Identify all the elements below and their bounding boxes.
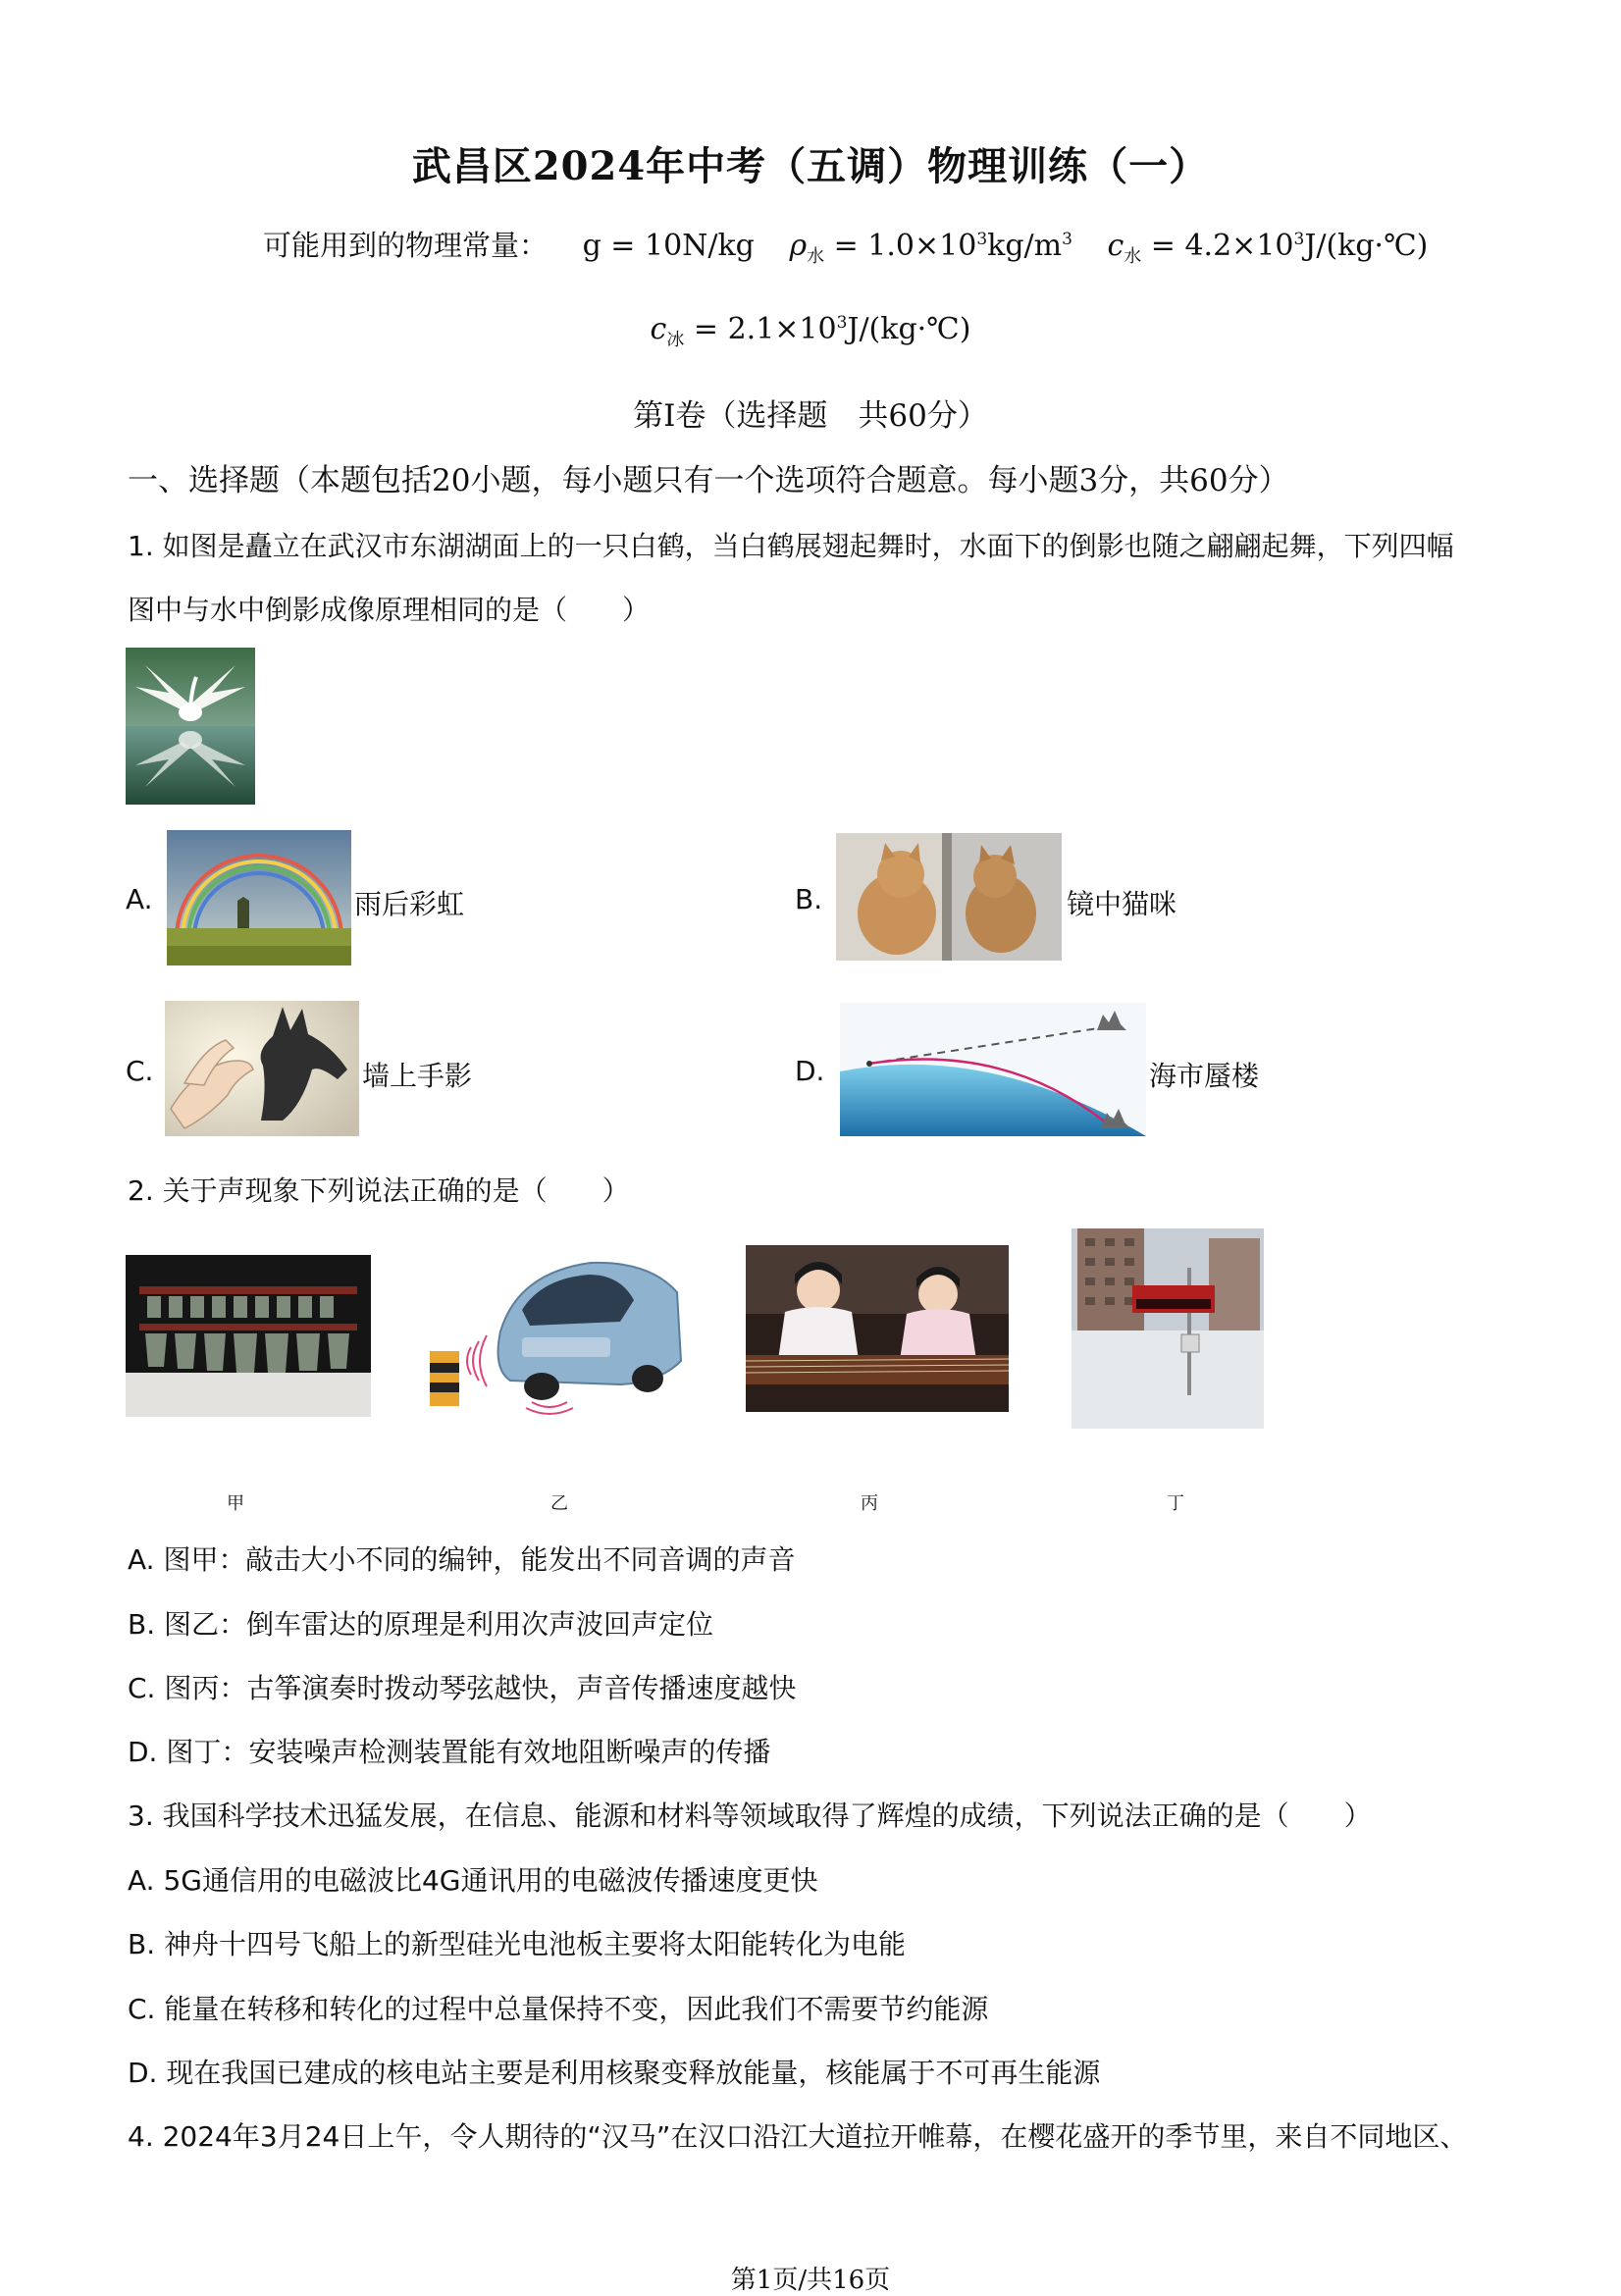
part-heading: 一、选择题（本题包括20小题，每小题只有一个选项符合题意。每小题3分，共60分）	[128, 463, 1289, 498]
q1-stem-line1: 1. 如图是矗立在武汉市东湖湖面上的一只白鹤，当白鹤展翅起舞时，水面下的倒影也随之翩翩起舞，下列四幅	[128, 530, 1454, 562]
physical-constants	[263, 224, 1428, 268]
bianzhong-photo	[126, 1255, 371, 1417]
page-footer: 第1页/共16页	[730, 2266, 891, 2295]
q1-option-d-letter: D.	[795, 1055, 825, 1087]
q1-option-c-text: 墙上手影	[362, 1060, 473, 1092]
constants-lead: 可能用到的物理常量：	[263, 229, 549, 262]
q3-option-b: B. 神舟十四号飞船上的新型硅光电池板主要将太阳能转化为电能	[128, 1928, 907, 1960]
rainbow-photo	[167, 830, 351, 965]
crane-reflection-photo	[126, 648, 255, 805]
q1-stem-line2: 图中与水中倒影成像原理相同的是（ ）	[128, 594, 651, 626]
mirage-diagram	[840, 1003, 1146, 1136]
q3-stem: 3. 我国科学技术迅猛发展，在信息、能源和材料等领域取得了辉煌的成绩，下列说法正确的是（ ）	[128, 1800, 1372, 1832]
caption-bing: 丙	[861, 1493, 878, 1514]
section-title: 第Ⅰ卷（选择题 共60分）	[633, 398, 988, 434]
caption-jia: 甲	[227, 1493, 244, 1514]
q3-option-c: C. 能量在转移和转化的过程中总量保持不变，因此我们不需要节约能源	[128, 1993, 989, 2025]
q2-stem: 2. 关于声现象下列说法正确的是（ ）	[128, 1174, 630, 1207]
constant-c-water: $c_水$ = $4.2\times 10^3J/(kg\cdot℃)$	[1107, 229, 1429, 267]
guzheng-photo	[746, 1245, 1009, 1412]
caption-yi: 乙	[550, 1493, 568, 1514]
q1-option-d-text: 海市蜃楼	[1149, 1060, 1260, 1092]
constant-c-ice: $c_冰$ = $2.1\times 10^3J/(kg\cdot℃)$	[650, 312, 971, 350]
constant-rho-water: $\rho_水 = 1.0\times 10^3kg/m^3$	[789, 229, 1072, 267]
q1-option-a-text: 雨后彩虹	[354, 888, 465, 920]
caption-ding: 丁	[1167, 1493, 1184, 1514]
reversing-radar-car	[424, 1253, 687, 1418]
q2-option-a: A. 图甲：敲击大小不同的编钟，能发出不同音调的声音	[128, 1543, 796, 1576]
q2-option-d: D. 图丁：安装噪声检测装置能有效地阻断噪声的传播	[128, 1736, 771, 1768]
q2-option-b: B. 图乙：倒车雷达的原理是利用次声波回声定位	[128, 1608, 714, 1641]
exam-title: 武昌区2024年中考（五调）物理训练（一）	[411, 143, 1210, 189]
q1-option-b-letter: B.	[795, 883, 823, 915]
constant-g: g = 10N/kg	[582, 229, 755, 263]
q1-option-c-letter: C.	[126, 1055, 154, 1087]
q4-stem-line1: 4. 2024年3月24日上午，令人期待的“汉马”在汉口沿江大道拉开帷幕，在樱花盛开的季节里，来自不同地区、	[128, 2120, 1468, 2153]
q1-option-b-text: 镜中猫咪	[1067, 888, 1177, 920]
cat-mirror-photo	[836, 833, 1062, 961]
noise-monitor-photo	[1072, 1228, 1264, 1429]
hand-shadow-photo	[165, 1001, 359, 1136]
q1-option-a-letter: A.	[126, 883, 153, 915]
q3-option-d: D. 现在我国已建成的核电站主要是利用核聚变释放能量，核能属于不可再生能源	[128, 2057, 1101, 2089]
q2-option-c: C. 图丙：古筝演奏时拨动琴弦越快，声音传播速度越快	[128, 1672, 797, 1704]
q3-option-a: A. 5G通信用的电磁波比4G通讯用的电磁波传播速度更快	[128, 1864, 818, 1897]
